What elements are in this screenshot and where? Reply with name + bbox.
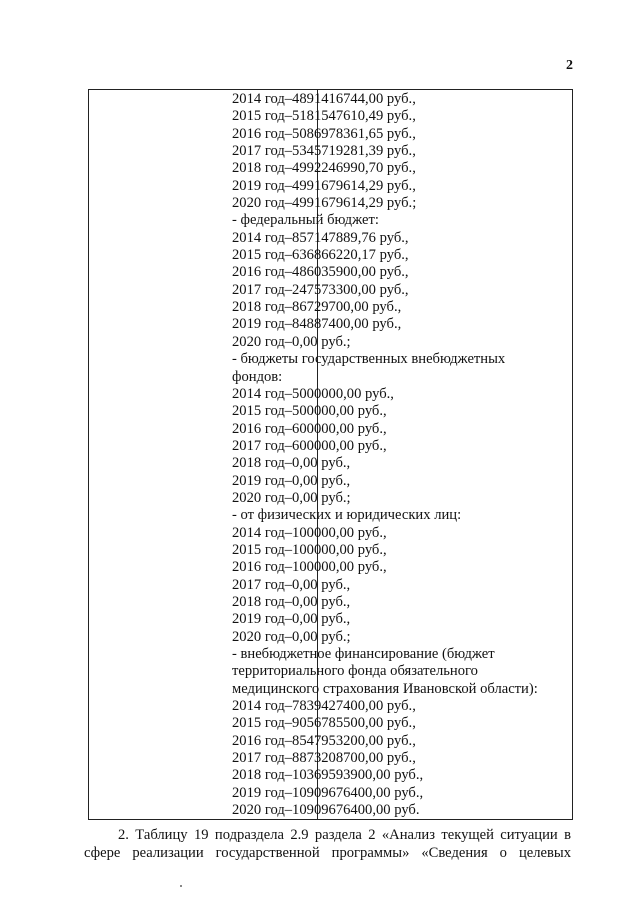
table-line: - от физических и юридических лиц: [232, 507, 462, 524]
table-line: фондов: [232, 368, 283, 385]
amendment-paragraph [84, 826, 571, 862]
table-line: 2014 год–4891416744,00 руб., [232, 91, 416, 107]
table-line: 2018 год–0,00 руб., [232, 593, 351, 610]
table-line: 2017 год–0,00 руб., [232, 576, 351, 593]
table-line: 2018 год–86729700,00 руб., [232, 299, 402, 316]
table-line: 2017 год–5345719281,39 руб., [232, 143, 416, 160]
scan-speck [180, 885, 182, 887]
table-line: 2019 год–84887400,00 руб., [232, 316, 402, 333]
table-line: 2015 год–5181547610,49 руб., [232, 108, 416, 125]
table-line: 2015 год–500000,00 руб., [232, 403, 387, 420]
table-line: медицинского страхования Ивановской области): [232, 680, 538, 697]
table-line: 2016 год–5086978361,65 руб., [232, 125, 416, 142]
table-line: 2016 год–8547953200,00 руб., [232, 732, 416, 749]
table-line: 2020 год–0,00 руб.; [232, 628, 351, 645]
table-line: 2020 год–0,00 руб.; [232, 489, 351, 506]
table-line: 2015 год–100000,00 руб., [232, 541, 387, 558]
table-line: 2020 год–0,00 руб.; [232, 333, 351, 350]
table-line: 2017 год–247573300,00 руб., [232, 281, 409, 298]
table-line: 2015 год–636866220,17 руб., [232, 247, 409, 264]
table-line: 2016 год–100000,00 руб., [232, 559, 387, 576]
table-line: 2014 год–100000,00 руб., [232, 524, 387, 541]
table-line: 2019 год–0,00 руб., [232, 472, 351, 489]
table-line: территориального фонда обязательного [232, 663, 478, 680]
table-line: 2016 год–600000,00 руб., [232, 420, 387, 437]
table-line: 2018 год–4992246990,70 руб., [232, 160, 416, 177]
table-line: 2019 год–4991679614,29 руб., [232, 177, 416, 194]
table-line: 2019 год–10909676400,00 руб., [232, 784, 424, 801]
table-line: - внебюджетное финансирование (бюджет [232, 646, 495, 662]
table-line: 2019 год–0,00 руб., [232, 611, 351, 628]
funding-cell-text [232, 91, 562, 819]
table-line: 2016 год–486035900,00 руб., [232, 264, 409, 281]
paragraph-line-2: сфере реализации государственной программы» «Сведения о целевых [84, 845, 571, 861]
table-line: 2020 год–4991679614,29 руб.; [232, 195, 417, 212]
table-line: 2017 год–8873208700,00 руб., [232, 750, 416, 767]
table-line: 2017 год–600000,00 руб., [232, 437, 387, 454]
table-line: 2018 год–10369593900,00 руб., [232, 767, 424, 784]
page-number: 2 [566, 58, 573, 73]
table-line: 2020 год–10909676400,00 руб. [232, 802, 420, 819]
table-line: 2018 год–0,00 руб., [232, 455, 351, 472]
table-line: 2014 год–7839427400,00 руб., [232, 698, 416, 715]
table-line: 2014 год–857147889,76 руб., [232, 229, 409, 246]
table-line: 2015 год–9056785500,00 руб., [232, 715, 416, 732]
table-line: - федеральный бюджет: [232, 212, 379, 229]
table-line: 2014 год–5000000,00 руб., [232, 385, 394, 402]
table-line: - бюджеты государственных внебюджетных [232, 351, 506, 368]
paragraph-line-1: 2. Таблицу 19 подраздела 2.9 раздела 2 «Анализ текущей ситуации в [118, 827, 571, 843]
